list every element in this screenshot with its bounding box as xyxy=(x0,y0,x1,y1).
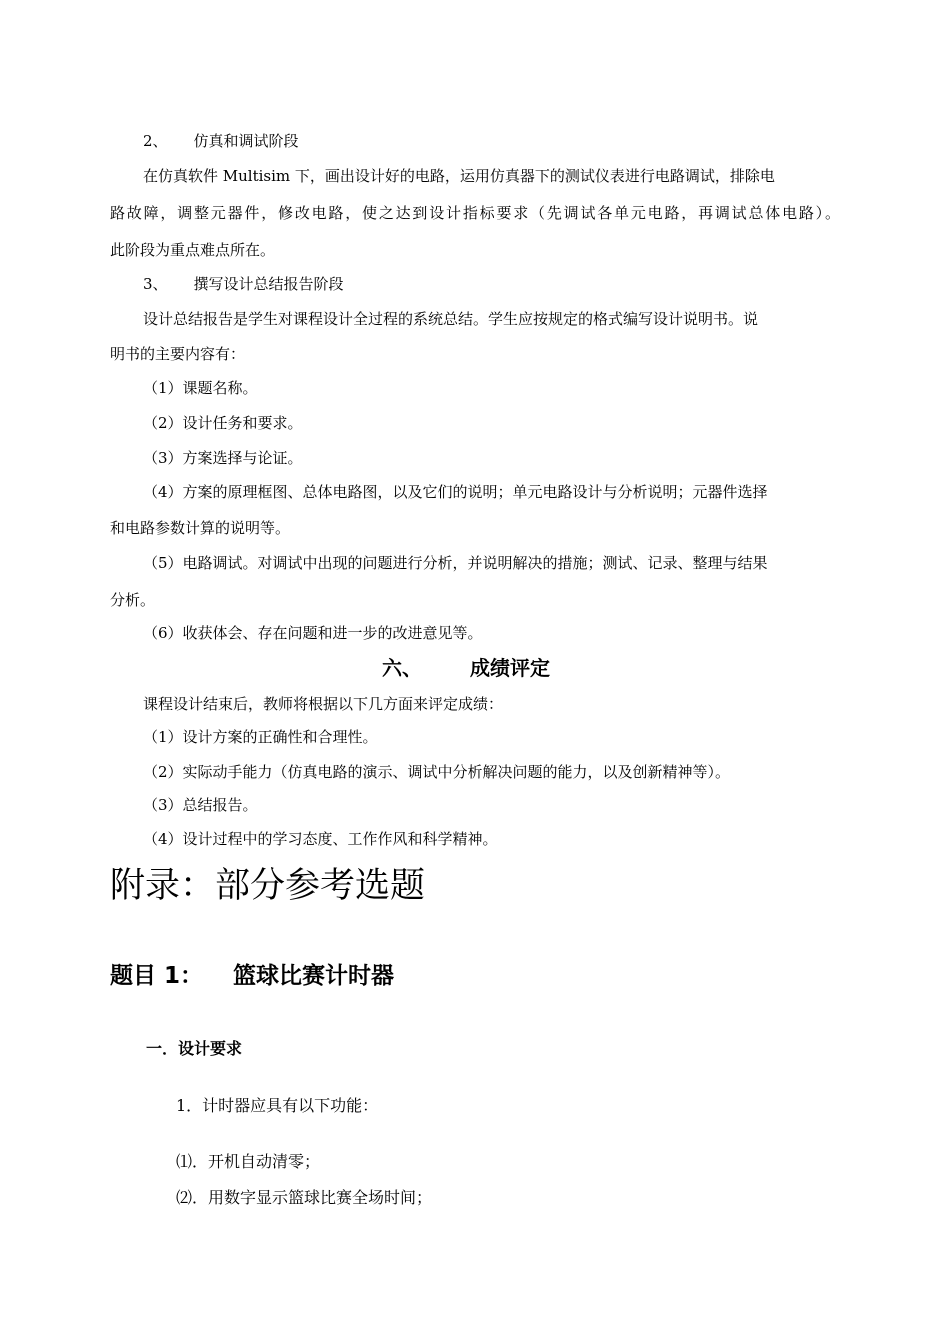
section-6-number: 六、 xyxy=(382,656,422,680)
stage-3-heading xyxy=(143,274,344,294)
list-item-3: （3）方案选择与论证。 xyxy=(143,449,303,467)
list-item-4-line-1: （4）方案的原理框图、总体电路图，以及它们的说明；单元电路设计与分析说明；元器件选择 xyxy=(143,483,768,501)
topic-1-number: 题目 1： xyxy=(110,963,204,989)
grading-criterion-1: （1）设计方案的正确性和合理性。 xyxy=(143,728,378,746)
stage-3-title: 撰写设计总结报告阶段 xyxy=(193,275,344,293)
list-item-5-line-2: 分析。 xyxy=(110,591,156,609)
section-6-title: 成绩评定 xyxy=(470,656,550,680)
function-2: ⑵．用数字显示篮球比赛全场时间； xyxy=(176,1188,433,1207)
requirement-1: 1．计时器应具有以下功能： xyxy=(176,1096,379,1115)
list-item-6: （6）收获体会、存在问题和进一步的改进意见等。 xyxy=(143,624,483,642)
grading-criterion-2: （2）实际动手能力（仿真电路的演示、调试中分析解决问题的能力，以及创新精神等）。 xyxy=(143,763,731,781)
list-item-5-line-1: （5）电路调试。对调试中出现的问题进行分析，并说明解决的措施；测试、记录、整理与结果 xyxy=(143,554,768,572)
stage-2-heading xyxy=(143,131,299,151)
stage-2-title: 仿真和调试阶段 xyxy=(193,132,299,150)
stage-2-number: 2、 xyxy=(143,132,168,150)
grading-criterion-4: （4）设计过程中的学习态度、工作作风和科学精神。 xyxy=(143,830,498,848)
stage-3-para-line-2: 明书的主要内容有： xyxy=(110,345,246,363)
stage-2-para-line-2: 路故障，调整元器件，修改电路，使之达到设计指标要求（先调试各单元电路，再调试总体电路）。 xyxy=(110,204,840,222)
list-item-1: （1）课题名称。 xyxy=(143,379,258,397)
section-6-heading xyxy=(382,656,550,680)
grading-intro: 课程设计结束后，教师将根据以下几方面来评定成绩： xyxy=(143,695,504,713)
stage-2-para-line-3: 此阶段为重点难点所在。 xyxy=(110,241,276,259)
list-item-2: （2）设计任务和要求。 xyxy=(143,414,303,432)
topic-1-title: 篮球比赛计时器 xyxy=(233,963,395,989)
grading-criterion-3: （3）总结报告。 xyxy=(143,796,258,814)
stage-2-para-line-1: 在仿真软件 Multisim 下，画出设计好的电路，运用仿真器下的测试仪表进行电路调试，排除电 xyxy=(143,167,775,185)
topic-1-heading xyxy=(110,962,394,990)
design-requirements-heading: 一．设计要求 xyxy=(146,1039,243,1058)
list-item-4-line-2: 和电路参数计算的说明等。 xyxy=(110,519,291,537)
function-1: ⑴．开机自动清零； xyxy=(176,1152,321,1171)
stage-3-para-line-1: 设计总结报告是学生对课程设计全过程的系统总结。学生应按规定的格式编写设计说明书。说 xyxy=(143,310,759,328)
stage-3-number: 3、 xyxy=(143,275,168,293)
appendix-title: 附录：部分参考选题 xyxy=(110,866,426,906)
